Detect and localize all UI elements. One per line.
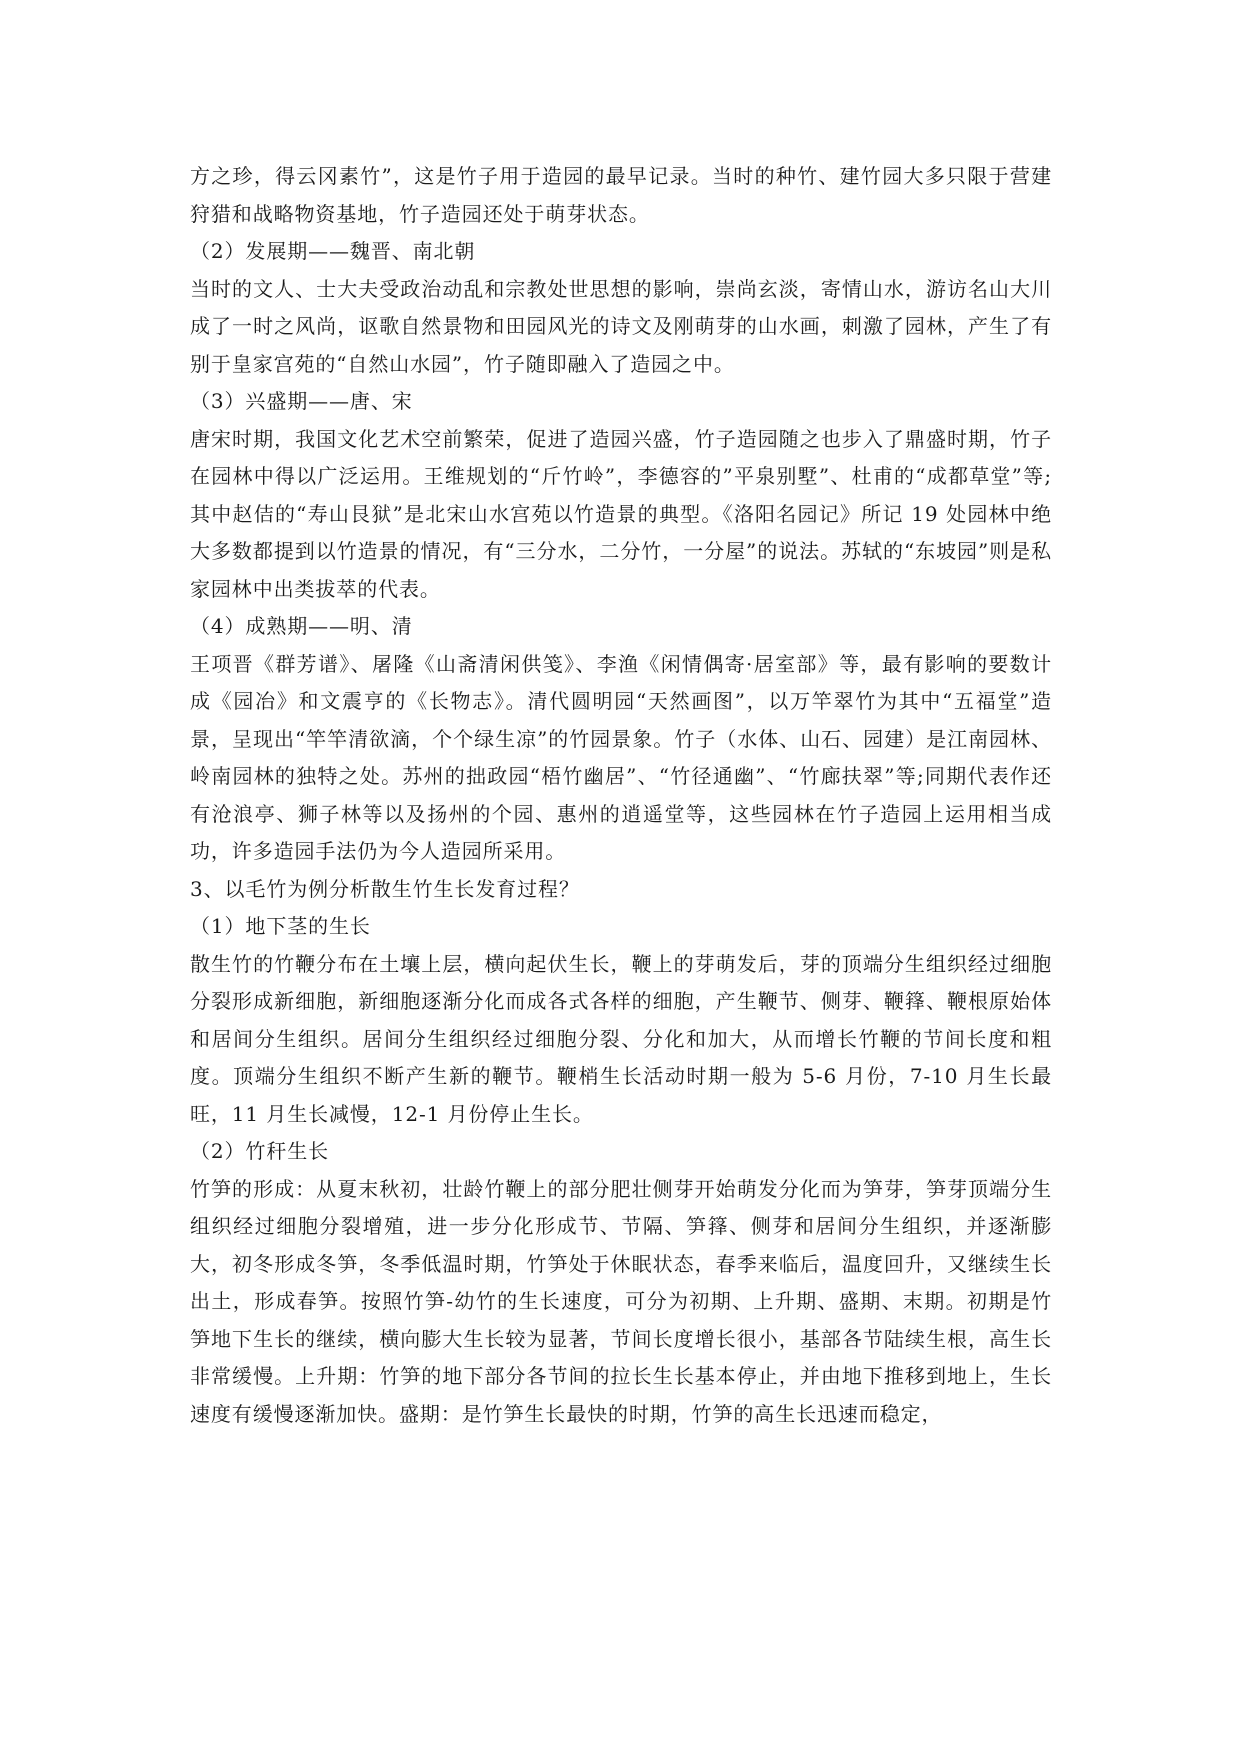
heading-culm-growth: （2）竹秆生长: [190, 1139, 330, 1163]
heading-prosperity-period: （3）兴盛期——唐、宋: [190, 389, 413, 413]
paragraph-prosperity-period: 唐宋时期，我国文化艺术空前繁荣，促进了造园兴盛，竹子造园随之也步入了鼎盛时期，竹子在园林中得以广泛运用。王维规划的“斤竹岭”，李德容的”平泉别墅”、杜甫的“成都草堂”等;其中赵佶的“寿山艮狱”是北宋山水宫苑以竹造景的典型。《洛阳名园记》所记 19 处园林中绝大多数都提到以竹造景的情况，有“三分水，二分竹，一分屋”的说法。苏轼的“东坡园”则是私家园林中出类拔萃的代表。: [190, 426, 1052, 601]
heading-development-period: （2）发展期——魏晋、南北朝: [190, 239, 476, 263]
paragraph-culm-growth: 竹笋的形成：从夏末秋初，壮龄竹鞭上的部分肥壮侧芽开始萌发分化而为笋芽，笋芽顶端分生组织经过细胞分裂增殖，进一步分化形成节、节隔、笋箨、侧芽和居间分生组织，并逐渐膨大，初冬形成冬笋，冬季低温时期，竹笋处于休眠状态，春季来临后，温度回升，又继续生长出土，形成春笋。按照竹笋-幼竹的生长速度，可分为初期、上升期、盛期、末期。初期是竹笋地下生长的继续，横向膨大生长较为显著，节间长度增长很小，基部各节陆续生根，高生长非常缓慢。上升期：竹笋的地下部分各节间的拉长生长基本停止，并由地下推移到地上，生长速度有缓慢逐渐加快。盛期：是竹笋生长最快的时期，竹笋的高生长迅速而稳定，: [190, 1176, 1052, 1426]
paragraph-rhizome-growth: 散生竹的竹鞭分布在土壤上层，横向起伏生长，鞭上的芽萌发后，芽的顶端分生组织经过细胞分裂形成新细胞，新细胞逐渐分化而成各式各样的细胞，产生鞭节、侧芽、鞭箨、鞭根原始体和居间分生组织。居间分生组织经过细胞分裂、分化和加大，从而增长竹鞭的节间长度和粗度。顶端分生组织不断产生新的鞭节。鞭梢生长活动时期一般为 5-6 月份，7-10 月生长最旺，11 月生长减慢，12-1 月份停止生长。: [190, 951, 1052, 1126]
heading-maturity-period: （4）成熟期——明、清: [190, 614, 413, 638]
paragraph-maturity-period: 王项晋《群芳谱》、屠隆《山斋清闲供笺》、李渔《闲情偶寄·居室部》等，最有影响的要数计成《园冶》和文震亨的《长物志》。清代圆明园“天然画图”，以万竿翠竹为其中“五福堂”造景，呈现出“竿竿清欲滴，个个绿生凉”的竹园景象。竹子（水体、山石、园建）是江南园林、岭南园林的独特之处。苏州的拙政园“梧竹幽居”、“竹径通幽”、“竹廊扶翠”等;同期代表作还有沧浪亭、狮子林等以及扬州的个园、惠州的逍遥堂等，这些园林在竹子造园上运用相当成功，许多造园手法仍为今人造园所采用。: [190, 651, 1052, 863]
paragraph-development-period: 当时的文人、士大夫受政治动乱和宗教处世思想的影响，崇尚玄淡，寄情山水，游访名山大川成了一时之风尚，讴歌自然景物和田园风光的诗文及刚萌芽的山水画，刺激了园林，产生了有别于皇家宫苑的“自然山水园”，竹子随即融入了造园之中。: [190, 276, 1052, 376]
question-heading: 3、以毛竹为例分析散生竹生长发育过程？: [190, 876, 580, 901]
heading-rhizome-growth: （1）地下茎的生长: [190, 914, 371, 938]
document-body: [190, 158, 1052, 1433]
paragraph-origin-end: 方之珍，得云冈素竹”，这是竹子用于造园的最早记录。当时的种竹、建竹园大多只限于营建狩猎和战略物资基地，竹子造园还处于萌芽状态。: [190, 164, 1052, 226]
